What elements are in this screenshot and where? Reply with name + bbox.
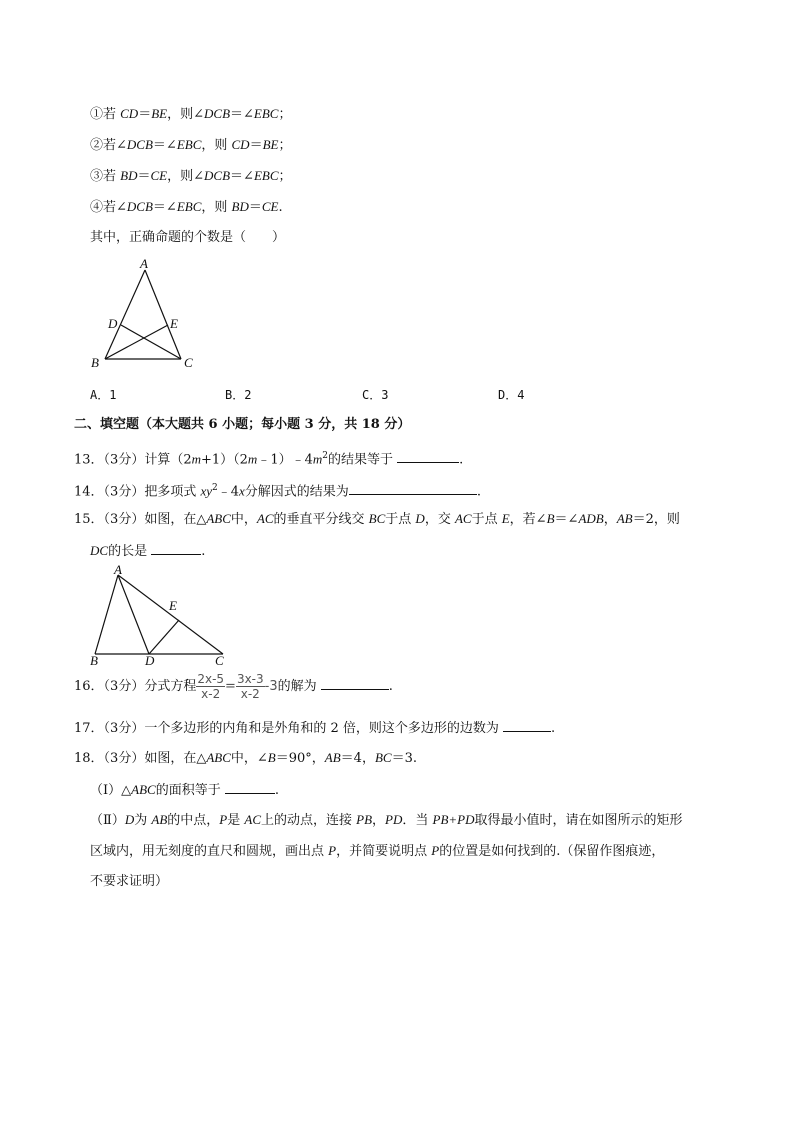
question-13: 13．（3分）计算$(2m+1)(2m﹣1)﹣4m^2$的结果等于 .	[74, 451, 464, 468]
statement-1: ①若 CD＝BE，则∠DCB＝∠EBC；	[90, 106, 292, 122]
fig2-label-c: C	[215, 653, 224, 668]
fig1-label-a: A	[140, 256, 148, 271]
option-a: A．1	[90, 388, 117, 402]
answer-blank-15[interactable]	[151, 541, 201, 555]
fraction-left: $\frac{2x-5}{x-2}$	[197, 672, 225, 701]
answer-blank-16[interactable]	[321, 676, 389, 690]
question-18-part-1: （Ⅰ）△ABC的面积等于 .	[90, 782, 279, 798]
figure-triangle-1	[85, 255, 205, 370]
fig1-side-ac	[145, 270, 181, 359]
fig2-label-a: A	[114, 562, 122, 577]
fig1-label-d: D	[108, 316, 118, 331]
fig1-label-c: C	[184, 355, 193, 370]
question-tail: 其中，正确命题的个数是（ ）	[90, 230, 286, 245]
statement-2: ②若∠DCB＝∠EBC，则 CD＝BE；	[90, 137, 292, 153]
answer-blank-17[interactable]	[503, 718, 551, 732]
fig2-label-d: D	[145, 653, 155, 668]
fig1-side-ab	[105, 270, 145, 359]
option-c: C．3	[362, 388, 389, 402]
option-b: B．2	[225, 388, 252, 402]
question-18-part-2-line-2: 区域内，用无刻度的直尺和圆规，画出点 P，并简要说明点 P的位置是如何找到的.（保留作图痕迹，	[90, 843, 665, 859]
fig1-label-b: B	[91, 355, 99, 370]
fig2-segment-de	[149, 620, 179, 654]
question-15-line-2: DC的长是 .	[90, 543, 206, 559]
question-16: 16．（3分）分式方程 $\frac{2x-5}{x-2}$ = $\frac{3x-3}{x-2}$ -3的解为 .	[74, 672, 393, 701]
statement-4: ④若∠DCB＝∠EBC，则 BD＝CE.	[90, 199, 283, 215]
question-18-part-2-line-1: （Ⅱ）D为 AB的中点，P是 AC上的动点，连接 PB，PD．当 PB+PD取得最小值时，请在如图所示的矩形	[90, 812, 683, 828]
answer-blank-13[interactable]	[397, 449, 459, 463]
fig2-side-ab	[95, 575, 118, 654]
statement-3: ③若 BD＝CE，则∠DCB＝∠EBC；	[90, 168, 292, 184]
question-15-line-1: 15．（3分）如图，在△ABC中，AC的垂直平分线交 BC于点 D，交 AC于点 E，若∠B＝∠ADB，AB＝2，则	[74, 511, 680, 527]
section-heading: 二、填空题（本大题共 6 小题；每小题 3 分，共 18 分）	[74, 417, 411, 432]
question-18: 18．（3分）如图，在△ABC中，∠B＝90°，AB＝4，BC＝3.	[74, 750, 417, 766]
fig2-label-b: B	[90, 653, 98, 668]
question-17: 17．（3分）一个多边形的内角和是外角和的 2 倍，则这个多边形的边数为 .	[74, 718, 555, 738]
figure-triangle-2	[85, 562, 235, 670]
answer-blank-14[interactable]	[349, 481, 477, 495]
fig1-label-e: E	[170, 316, 178, 331]
fig2-label-e: E	[169, 598, 177, 613]
question-14: 14．（3分）把多项式 $xy^2﹣4x$分解因式的结果为 .	[74, 483, 481, 500]
answer-blank-18[interactable]	[225, 780, 275, 794]
question-18-part-2-line-3: 不要求证明）	[90, 874, 169, 889]
fraction-right: $\frac{3x-3}{x-2}$	[236, 672, 264, 701]
option-d: D．4	[498, 388, 525, 402]
